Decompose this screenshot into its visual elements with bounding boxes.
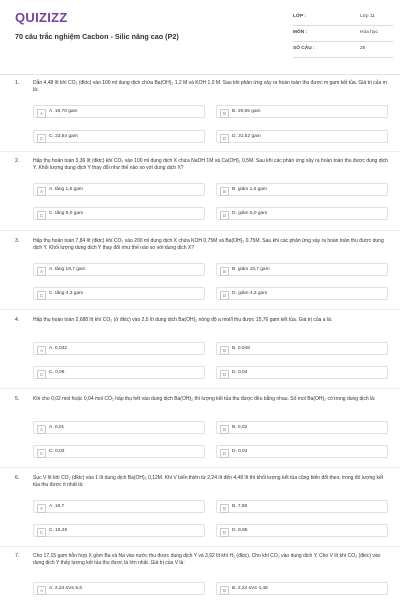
answer-option-a[interactable] bbox=[33, 263, 205, 276]
option-text: A. tăng 19,7 gam bbox=[49, 267, 86, 272]
answer-option-b[interactable] bbox=[216, 500, 388, 513]
question-divider bbox=[0, 309, 400, 310]
question-text: Hấp thụ hoàn toàn 3,36 lít (đktc) khí CO₂ vào 100 ml dung dịch X chứa NaOH 1M và Ca(OH)₂ 0,5M. Sau khi các phản ứng xảy ra hoàn toàn thu được dung dịch Y. Khối lượng dung dịch Y thay đổi như thế nào so với dung dịch X? bbox=[33, 158, 388, 172]
option-letter: B bbox=[220, 187, 229, 196]
answer-option-a[interactable] bbox=[33, 421, 205, 434]
worksheet-title: 70 câu trắc nghiệm Cacbon - Silic nâng cao (P2) bbox=[15, 32, 179, 41]
option-text: A. 19,70 gam bbox=[49, 109, 78, 114]
option-letter: C bbox=[37, 291, 46, 300]
option-letter: B bbox=[220, 586, 229, 595]
option-letter: B bbox=[220, 504, 229, 513]
question-text: Sục V lít khí CO₂ (đktc) vào 1 lít dung dịch Ba(OH)₂ 0,12M. Khi V biến thiên từ 2,24 lít đến 4,48 lít thì khối lượng kết tủa cũng biến đổi theo, trong đó lượng kết tủa thu được ít nhất là: bbox=[33, 475, 384, 489]
answer-option-b[interactable] bbox=[216, 105, 388, 118]
question-text: Dẫn 4,48 lít khí CO₂ (đktc) vào 100 ml dung dịch chứa Ba(OH)₂ 1,2 M và KOH 1,0 M. Sau khi phản ứng xảy ra hoàn toàn thu được m gam kết tủa. Giá trị của m là: bbox=[33, 80, 387, 94]
question-divider bbox=[0, 388, 400, 389]
option-text: B. 0,02 bbox=[232, 425, 248, 430]
option-letter: B bbox=[220, 425, 229, 434]
option-text: A. 2,24 ≤V≤ 5,6 bbox=[49, 586, 82, 591]
option-text: B. 29,55 gam bbox=[232, 109, 261, 114]
answer-option-b[interactable] bbox=[216, 421, 388, 434]
meta-row-count bbox=[293, 42, 393, 58]
meta-key: MÔN : bbox=[293, 30, 308, 35]
question-divider bbox=[0, 151, 400, 152]
option-letter: A bbox=[37, 109, 46, 118]
option-text: D. 31,52 gam bbox=[232, 134, 261, 139]
answer-option-b[interactable] bbox=[216, 582, 388, 595]
meta-row-class bbox=[293, 10, 393, 26]
answer-option-c[interactable] bbox=[33, 207, 205, 220]
answer-option-d[interactable] bbox=[216, 287, 388, 300]
worksheet-header bbox=[0, 0, 400, 75]
option-text: A. 19,7 bbox=[49, 504, 65, 509]
quizizz-logo: QUIZIZZ bbox=[15, 10, 68, 25]
option-text: C. 0,06 bbox=[49, 370, 65, 375]
answer-option-d[interactable] bbox=[216, 366, 388, 379]
option-letter: A bbox=[37, 187, 46, 196]
option-letter: D bbox=[220, 370, 229, 379]
option-letter: A bbox=[37, 504, 46, 513]
answer-option-d[interactable] bbox=[216, 445, 388, 458]
option-letter: D bbox=[220, 528, 229, 537]
answer-option-a[interactable] bbox=[33, 582, 205, 595]
option-letter: D bbox=[220, 291, 229, 300]
answer-option-b[interactable] bbox=[216, 183, 388, 196]
question-number: 1. bbox=[15, 80, 20, 86]
option-text: A. tăng 1,6 gam bbox=[49, 187, 83, 192]
option-letter: C bbox=[37, 449, 46, 458]
answer-option-d[interactable] bbox=[216, 524, 388, 537]
option-letter: B bbox=[220, 346, 229, 355]
question-text: Hấp thụ hoàn toàn 2,688 lít khí CO₂ (ở đktc) vào 2,5 lít dung dịch Ba(OH)₂ nồng độ a mol/l thu được 15,76 gam kết tủa. Giá trị của a là: bbox=[33, 317, 333, 323]
question-text: Khi cho 0,02 mol hoặc 0,04 mol CO₂ hấp thụ hết vào dung dịch Ba(OH)₂ thì lượng kết tủa thu được đều bằng nhau. Số mol Ba(OH)₂ có trong dung dịch là: bbox=[33, 396, 376, 402]
option-letter: C bbox=[37, 211, 46, 220]
option-text: B. 7,88 bbox=[232, 504, 248, 509]
question-divider bbox=[0, 546, 400, 547]
option-text: C. 15,26 bbox=[49, 528, 68, 533]
option-letter: C bbox=[37, 528, 46, 537]
option-letter: A bbox=[37, 425, 46, 434]
option-text: C. tăng 4,3 gam bbox=[49, 291, 84, 296]
option-letter: D bbox=[220, 134, 229, 143]
option-letter: D bbox=[220, 449, 229, 458]
option-text: C. 23,64 gam bbox=[49, 134, 78, 139]
answer-option-d[interactable] bbox=[216, 130, 388, 143]
worksheet-meta bbox=[293, 10, 393, 58]
question-text: Hấp thụ hoàn toàn 7,84 lít (đktc) khí CO₂ vào 200 ml dung dịch X chứa KOH 0,75M và Ba(OH)₂ 0,75M. Sau khi các phản ứng xảy ra hoàn toàn thu được dung dịch Y. Khối lượng dung dịch Y thay đổi như thế nào so với dung dịch X? bbox=[33, 238, 384, 252]
answer-option-d[interactable] bbox=[216, 207, 388, 220]
answer-option-a[interactable] bbox=[33, 500, 205, 513]
option-text: D. 0,04 bbox=[232, 370, 248, 375]
option-letter: B bbox=[220, 109, 229, 118]
meta-row-subject bbox=[293, 26, 393, 42]
answer-option-b[interactable] bbox=[216, 263, 388, 276]
question-number: 6. bbox=[15, 475, 20, 481]
question-number: 3. bbox=[15, 238, 20, 244]
answer-option-c[interactable] bbox=[33, 287, 205, 300]
option-text: D. giảm 5,0 gam bbox=[232, 211, 268, 216]
meta-key: LỚP : bbox=[293, 14, 307, 19]
option-text: B. 2,24 ≤V≤ 4,48 bbox=[232, 586, 268, 591]
option-letter: A bbox=[37, 267, 46, 276]
option-text: B. giảm 1,6 gam bbox=[232, 187, 267, 192]
answer-option-a[interactable] bbox=[33, 342, 205, 355]
option-letter: C bbox=[37, 370, 46, 379]
option-text: A. 0,032 bbox=[49, 346, 67, 351]
meta-value: 25 bbox=[360, 46, 366, 51]
option-text: C. tăng 5,0 gam bbox=[49, 211, 84, 216]
option-text: B. 0,048 bbox=[232, 346, 250, 351]
question-divider bbox=[0, 467, 400, 468]
option-text: A. 0,01 bbox=[49, 425, 65, 430]
option-text: D. 9,85 bbox=[232, 528, 248, 533]
option-letter: B bbox=[220, 267, 229, 276]
question-number: 4. bbox=[15, 317, 20, 323]
answer-option-c[interactable] bbox=[33, 366, 205, 379]
option-letter: C bbox=[37, 134, 46, 143]
option-text: D. giảm 4,3 gam bbox=[232, 291, 268, 296]
answer-option-c[interactable] bbox=[33, 130, 205, 143]
option-text: B. giảm 19,7 gam bbox=[232, 267, 270, 272]
question-number: 2. bbox=[15, 158, 20, 164]
answer-option-c[interactable] bbox=[33, 524, 205, 537]
meta-value: Lớp 11 bbox=[360, 14, 375, 19]
question-number: 7. bbox=[15, 553, 20, 559]
option-text: D. 0,04 bbox=[232, 449, 248, 454]
answer-option-a[interactable] bbox=[33, 183, 205, 196]
question-divider bbox=[0, 230, 400, 231]
question-text: Cho 17,15 gam hỗn hợp X gồm Ba và Na vào nước thu được dung dịch Y và 3,92 lít khí H₂ (đktc). Cho khí CO₂ vào dung dịch Y. Cho V lít khí CO₂ (đktc) vào dung dịch Y thấy lượng kết tủa thu được là lớn nhất. Giá trị của V là: bbox=[33, 553, 381, 567]
meta-key: SỐ CÂU : bbox=[293, 46, 315, 51]
answer-option-b[interactable] bbox=[216, 342, 388, 355]
option-letter: A bbox=[37, 346, 46, 355]
question-number: 5. bbox=[15, 396, 20, 402]
option-letter: D bbox=[220, 211, 229, 220]
answer-option-a[interactable] bbox=[33, 105, 205, 118]
option-text: C. 0,03 bbox=[49, 449, 65, 454]
answer-option-c[interactable] bbox=[33, 445, 205, 458]
option-letter: A bbox=[37, 586, 46, 595]
meta-value: Hóa học bbox=[360, 30, 378, 35]
